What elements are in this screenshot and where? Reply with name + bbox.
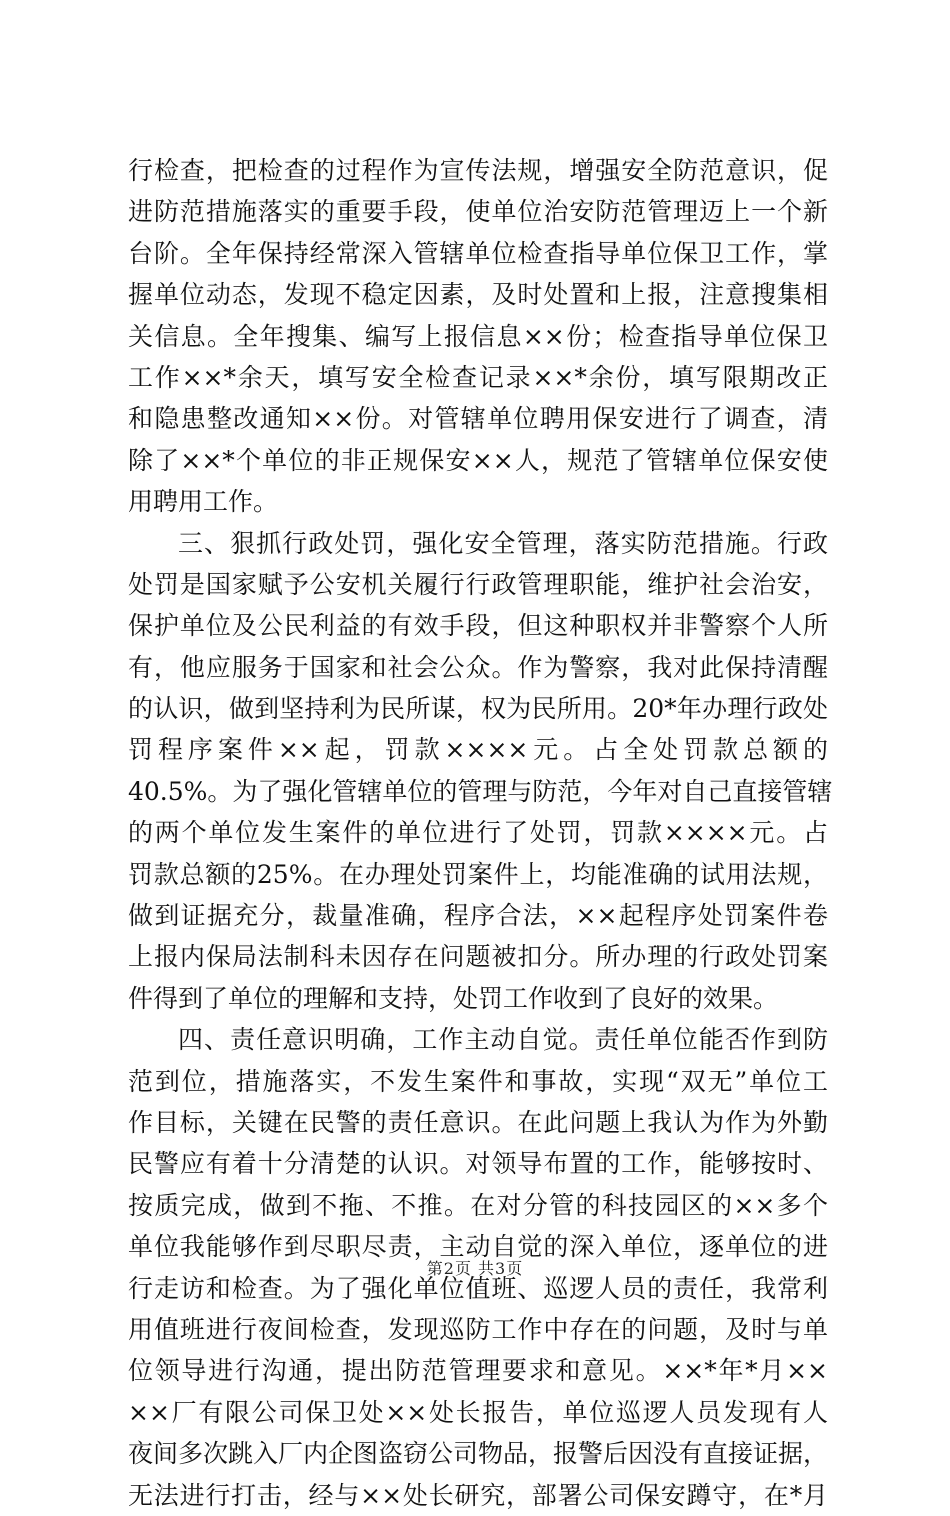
- text-line: 台阶。全年保持经常深入管辖单位检查指导单位保卫工作，掌: [128, 238, 828, 268]
- text-line: 四、责任意识明确，工作主动自觉。责任单位能否作到防: [178, 1025, 828, 1055]
- text-line: 进防范措施落实的重要手段，使单位治安防范管理迈上一个新: [128, 197, 828, 227]
- text-line: 三、狠抓行政处罚，强化安全管理，落实防范措施。行政: [178, 528, 828, 558]
- text-line: 上报内保局法制科未因存在问题被扣分。所办理的行政处罚案: [128, 942, 828, 972]
- text-line: 位领导进行沟通，提出防范管理要求和意见。××*年*月××: [128, 1356, 828, 1386]
- text-line: 行走访和检查。为了强化单位值班、巡逻人员的责任，我常利: [128, 1273, 828, 1303]
- text-line: 民警应有着十分清楚的认识。对领导布置的工作，能够按时、: [128, 1149, 828, 1179]
- text-line: 的认识，做到坚持利为民所谋，权为民所用。20*年办理行政处: [128, 694, 828, 724]
- text-line: 按质完成，做到不拖、不推。在对分管的科技园区的××多个: [128, 1190, 828, 1220]
- text-line: 40.5%。为了强化管辖单位的管理与防范，今年对自己直接管辖: [128, 776, 833, 806]
- text-line: 夜间多次跳入厂内企图盗窃公司物品，报警后因没有直接证据，: [128, 1439, 829, 1469]
- text-line: 和隐患整改通知××份。对管辖单位聘用保安进行了调查，清: [128, 404, 828, 434]
- text-line: 关信息。全年搜集、编写上报信息××份；检查指导单位保卫: [128, 321, 828, 351]
- text-line: ××厂有限公司保卫处××处长报告，单位巡逻人员发现有人: [128, 1397, 828, 1427]
- text-line: 单位我能够作到尽职尽责，主动自觉的深入单位，逐单位的进: [128, 1232, 828, 1262]
- text-line: 握单位动态，发现不稳定因素，及时处置和上报，注意搜集相: [128, 280, 828, 310]
- text-line: 用值班进行夜间检查，发现巡防工作中存在的问题，及时与单: [128, 1314, 828, 1344]
- text-line: 处罚是国家赋予公安机关履行行政管理职能，维护社会治安，: [128, 569, 828, 599]
- text-line: 无法进行打击，经与××处长研究，部署公司保安蹲守，在*月: [128, 1480, 828, 1510]
- text-line: 范到位，措施落实，不发生案件和事故，实现“双无”单位工: [128, 1066, 828, 1096]
- text-line: 行检查，把检查的过程作为宣传法规，增强安全防范意识，促: [128, 156, 828, 185]
- text-line: 罚程序案件××起，罚款××××元。占全处罚款总额的: [128, 735, 828, 765]
- page-footer: 第2页 共3页: [426, 1259, 524, 1278]
- text-line: 做到证据充分，裁量准确，程序合法，××起程序处罚案件卷: [128, 901, 828, 931]
- text-line: 用聘用工作。: [128, 487, 279, 517]
- text-line: 作目标，关键在民警的责任意识。在此问题上我认为作为外勤: [128, 1107, 828, 1137]
- text-line: 罚款总额的25%。在办理处罚案件上，均能准确的试用法规，: [128, 859, 828, 889]
- text-line: 除了××*个单位的非正规保安××人，规范了管辖单位保安使: [128, 445, 828, 475]
- body-text: [128, 150, 833, 1516]
- text-line: 工作××*余天，填写安全检查记录××*余份，填写限期改正: [128, 362, 828, 392]
- text-line: 有，他应服务于国家和社会公众。作为警察，我对此保持清醒: [128, 652, 828, 682]
- text-line: 件得到了单位的理解和支持，处罚工作收到了良好的效果。: [128, 983, 779, 1013]
- text-line: 的两个单位发生案件的单位进行了处罚，罚款××××元。占: [128, 818, 828, 848]
- text-line: 保护单位及公民利益的有效手段，但这种职权并非警察个人所: [128, 611, 828, 641]
